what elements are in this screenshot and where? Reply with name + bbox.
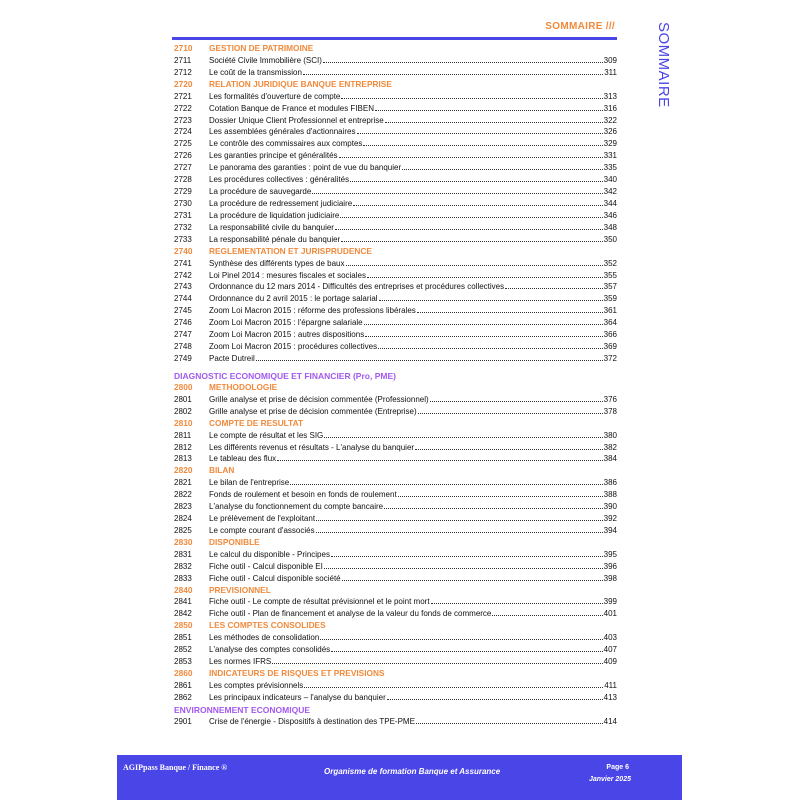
toc-leader-dots [387,699,603,700]
toc-title: Zoom Loi Macron 2015 : réforme des professions libérales [209,306,416,316]
table-of-contents [174,43,617,728]
toc-title: Zoom Loi Macron 2015 : procédures collectives [209,342,378,352]
toc-number: 2813 [174,454,192,464]
toc-section-heading [174,382,617,394]
toc-page-number: 313 [603,91,617,101]
toc-leader-dots [431,603,603,604]
toc-title: Dossier Unique Client Professionnel et entreprise [209,115,384,125]
toc-entry [174,406,617,418]
toc-title: Le compte courant d'associés [209,525,315,535]
toc-number: 2824 [174,514,192,524]
toc-number: 2746 [174,318,192,328]
toc-leader-dots [415,449,603,450]
toc-number: 2860 [174,668,193,679]
toc-entry [174,115,617,127]
toc-title: Cotation Banque de France et modules FIBEN [209,103,374,113]
toc-entry [174,596,617,608]
toc-page-number: 372 [603,353,617,363]
toc-title: Le coût de la transmission [209,67,302,77]
toc-part-heading: ENVIRONNEMENT ECONOMIQUE [174,704,311,715]
toc-leader-dots [418,413,603,414]
toc-title: BILAN [209,465,235,476]
toc-number: 2840 [174,584,193,595]
toc-entry [174,608,617,620]
toc-title: COMPTE DE RESULTAT [209,417,304,428]
toc-leader-dots [353,205,602,206]
toc-entry [174,317,617,329]
toc-page-number: 411 [604,680,617,690]
toc-number: 2743 [174,282,192,292]
toc-leader-dots [384,508,603,509]
toc-number: 2861 [174,680,192,690]
toc-page-number: 388 [603,490,617,500]
toc-number: 2901 [174,716,192,726]
toc-page-number: 369 [603,342,617,352]
toc-number: 2744 [174,294,192,304]
toc-number: 2742 [174,270,192,280]
toc-leader-dots [341,98,602,99]
footer-organisation: Organisme de formation Banque et Assurance [324,767,501,776]
toc-number: 2720 [174,78,193,89]
toc-page-number: 395 [603,549,617,559]
toc-page-number: 399 [603,597,617,607]
toc-page-number: 382 [603,442,617,452]
toc-title: Grille analyse et prise de décision commentée (Entreprise) [209,406,417,416]
toc-title: Ordonnance du 12 mars 2014 - Difficultés des entreprises et procédures collectives [209,282,505,292]
toc-section-heading [174,43,617,55]
toc-entry [174,270,617,282]
toc-page-number: 331 [603,151,617,161]
toc-entry [174,55,617,67]
toc-number: 2711 [174,55,192,65]
toc-page-number: 394 [603,525,617,535]
toc-title: REGLEMENTATION ET JURISPRUDENCE [209,245,372,256]
page-header-title: SOMMAIRE /// [545,21,615,32]
toc-entry [174,341,617,353]
toc-title: Le tableau des flux [209,454,277,464]
toc-title: Les comptes prévisionnels [209,680,304,690]
toc-number: 2812 [174,442,192,452]
toc-title: Fiche outil - Le compte de résultat prévisionnel et le point mort [209,597,430,607]
toc-number: 2741 [174,258,192,268]
toc-leader-dots [375,110,603,111]
toc-title: Crise de l'énergie - Dispositifs à destination des TPE-PME [209,716,415,726]
footer-brand: AGIPpass Banque / Finance ® [123,763,228,772]
toc-title: Le panorama des garanties : point de vue du banquier [209,163,402,173]
toc-number: 2740 [174,245,193,256]
toc-page-number: 380 [603,430,617,440]
toc-leader-dots [331,556,603,557]
toc-entry [174,477,617,489]
toc-title: Zoom Loi Macron 2015 : l'épargne salariale [209,318,363,328]
toc-number: 2810 [174,417,193,428]
toc-leader-dots [316,520,603,521]
toc-leader-dots [492,615,602,616]
toc-page-number: 311 [604,67,617,77]
toc-page-number: 346 [603,210,617,220]
toc-page-number: 355 [603,270,617,280]
toc-leader-dots [339,157,603,158]
toc-number: 2823 [174,502,192,512]
toc-page-number: 401 [603,609,617,619]
toc-page-number: 329 [603,139,617,149]
toc-entry [174,573,617,585]
toc-title: RELATION JURIDIQUE BANQUE ENTREPRISE [209,78,392,89]
toc-number: 2851 [174,633,192,643]
toc-title: Fiche outil - Calcul disponible société [209,573,341,583]
toc-page-number: 413 [603,692,617,702]
toc-title: Fiche outil - Plan de financement et analyse de la valeur du fonds de commerce [209,609,492,619]
toc-leader-dots [320,639,602,640]
toc-section-heading [174,585,617,597]
toc-leader-dots [357,133,603,134]
toc-title: La procédure de redressement judiciaire [209,198,353,208]
toc-entry [174,103,617,115]
toc-number: 2852 [174,645,192,655]
toc-title: Grille analyse et prise de décision commentée (Professionnel) [209,394,429,404]
toc-leader-dots [324,437,602,438]
toc-number: 2731 [174,210,192,220]
toc-title: Le calcul du disponible - Principes [209,549,330,559]
toc-number: 2727 [174,163,192,173]
toc-title: L'analyse des comptes consolidés [209,645,331,655]
toc-page-number: 359 [603,294,617,304]
toc-title: Synthèse des différents types de baux [209,258,345,268]
toc-page-number: 390 [603,502,617,512]
toc-number: 2749 [174,353,192,363]
toc-page-number: 344 [603,198,617,208]
toc-page-number: 364 [603,318,617,328]
toc-number: 2800 [174,381,193,392]
toc-number: 2725 [174,139,192,149]
toc-title: Pacte Dutreil [209,353,255,363]
toc-leader-dots [290,484,602,485]
toc-title: Ordonnance du 2 avril 2015 : le portage salarial [209,294,378,304]
toc-entry [174,126,617,138]
toc-number: 2721 [174,91,192,101]
toc-page-number: 361 [603,306,617,316]
toc-part-heading: DIAGNOSTIC ECONOMIQUE ET FINANCIER (Pro, PME) [174,370,396,381]
toc-title: Zoom Loi Macron 2015 : autres dispositions [209,330,365,340]
page-footer [117,755,682,800]
toc-number: 2748 [174,342,192,352]
toc-entry [174,91,617,103]
toc-section-heading [174,465,617,477]
toc-entry [174,222,617,234]
toc-page-number: 316 [603,103,617,113]
toc-number: 2802 [174,406,192,416]
toc-number: 2832 [174,561,192,571]
toc-entry [174,138,617,150]
toc-leader-dots [367,277,603,278]
toc-title: Le contrôle des commissaires aux comptes [209,139,363,149]
toc-page-number: 357 [603,282,617,292]
toc-page-number: 386 [603,478,617,488]
toc-title: GESTION DE PATRIMOINE [209,43,314,53]
side-tab-label: SOMMAIRE [655,22,672,108]
toc-leader-dots [304,687,603,688]
toc-entry [174,150,617,162]
toc-number: 2820 [174,465,193,476]
toc-entry [174,501,617,513]
toc-entry [174,525,617,537]
toc-entry [174,281,617,293]
toc-title: Les méthodes de consolidation [209,633,320,643]
toc-title: Le bilan de l'entreprise [209,478,290,488]
toc-page-number: 403 [603,633,617,643]
toc-leader-dots [505,288,603,289]
toc-entry [174,198,617,210]
toc-number: 2728 [174,175,192,185]
toc-leader-dots [340,217,602,218]
toc-entry [174,680,617,692]
toc-title: Les procédures collectives : généralités [209,175,350,185]
toc-number: 2821 [174,478,192,488]
toc-page-number: 326 [603,127,617,137]
toc-entry [174,258,617,270]
toc-number: 2747 [174,330,192,340]
toc-title: Les garanties principe et généralités [209,151,338,161]
toc-entry [174,305,617,317]
toc-leader-dots [324,568,603,569]
toc-leader-dots [303,74,603,75]
toc-leader-dots [316,532,603,533]
toc-entry [174,174,617,186]
toc-section-heading [174,246,617,258]
toc-title: INDICATEURS DE RISQUES ET PREVISIONS [209,668,385,679]
toc-number: 2730 [174,198,192,208]
toc-page-number: 342 [603,187,617,197]
toc-entry [174,234,617,246]
toc-title: Les principaux indicateurs – l'analyse du banquier [209,692,386,702]
toc-number: 2712 [174,67,192,77]
toc-leader-dots [385,122,603,123]
toc-number: 2831 [174,549,192,559]
toc-entry [174,394,617,406]
toc-section-heading [174,79,617,91]
toc-leader-dots [416,723,603,724]
toc-title: La responsabilité pénale du banquier [209,234,341,244]
toc-leader-dots [256,360,603,361]
toc-leader-dots [363,145,602,146]
toc-entry [174,561,617,573]
toc-number: 2853 [174,657,192,667]
toc-leader-dots [378,348,603,349]
toc-leader-dots [341,241,602,242]
toc-page-number: 378 [603,406,617,416]
toc-page-number: 335 [603,163,617,173]
toc-title: Loi Pinel 2014 : mesures fiscales et sociales [209,270,366,280]
toc-page-number: 366 [603,330,617,340]
footer-date: Janvier 2025 [588,776,631,783]
toc-page-number: 322 [603,115,617,125]
toc-title: L'analyse du fonctionnement du compte bancaire [209,502,384,512]
toc-leader-dots [417,312,603,313]
toc-number: 2862 [174,692,192,702]
toc-page-number: 396 [603,561,617,571]
toc-leader-dots [364,324,603,325]
toc-number: 2825 [174,525,192,535]
toc-page-number: 352 [603,258,617,268]
toc-number: 2850 [174,620,193,631]
toc-entry [174,656,617,668]
toc-page-number: 398 [603,573,617,583]
toc-leader-dots [323,62,603,63]
toc-entry [174,549,617,561]
toc-title: Le prélèvement de l'exploitant [209,514,316,524]
toc-section-heading [174,668,617,680]
toc-entry [174,293,617,305]
toc-page-number: 384 [603,454,617,464]
toc-page-number: 348 [603,222,617,232]
toc-title: METHODOLOGIE [209,381,278,392]
toc-entry [174,442,617,454]
toc-title: La procédure de sauvegarde [209,187,312,197]
toc-title: Le compte de résultat et les SIG [209,430,324,440]
toc-title: LES COMPTES CONSOLIDES [209,620,326,631]
toc-number: 2842 [174,609,192,619]
toc-number: 2841 [174,597,192,607]
toc-leader-dots [398,496,603,497]
toc-entry [174,644,617,656]
toc-page-number: 392 [603,514,617,524]
toc-page-number: 340 [603,175,617,185]
toc-number: 2729 [174,187,192,197]
toc-entry [174,513,617,525]
toc-section-heading [174,620,617,632]
toc-number: 2830 [174,536,193,547]
toc-entry [174,186,617,198]
toc-entry [174,632,617,644]
toc-leader-dots [272,663,602,664]
toc-entry [174,67,617,79]
toc-entry [174,489,617,501]
toc-page-number: 376 [603,394,617,404]
toc-number: 2710 [174,43,193,53]
toc-title: PREVISIONNEL [209,584,271,595]
toc-page-number: 309 [603,55,617,65]
toc-leader-dots [346,265,603,266]
toc-number: 2726 [174,151,192,161]
toc-title: Les assemblées générales d'actionnaires [209,127,356,137]
toc-entry [174,353,617,365]
toc-leader-dots [312,193,602,194]
toc-leader-dots [379,300,603,301]
toc-entry [174,329,617,341]
toc-leader-dots [365,336,602,337]
toc-entry [174,453,617,465]
toc-number: 2732 [174,222,192,232]
toc-title: Les formalités d'ouverture de compte [209,91,341,101]
toc-leader-dots [430,401,603,402]
toc-page-number: 409 [603,657,617,667]
footer-page-number: Page 6 [606,764,629,771]
toc-entry [174,692,617,704]
toc-number: 2822 [174,490,192,500]
toc-page-number: 350 [603,234,617,244]
toc-title: DISPONIBLE [209,536,260,547]
toc-number: 2745 [174,306,192,316]
toc-leader-dots [335,229,603,230]
toc-title: Société Civile Immobilière (SCI) [209,55,322,65]
toc-number: 2833 [174,573,192,583]
toc-page-number: 407 [603,645,617,655]
toc-entry [174,716,617,728]
toc-leader-dots [402,169,603,170]
toc-title: Les normes IFRS [209,657,272,667]
toc-entry [174,162,617,174]
toc-entry [174,210,617,222]
toc-title: La procédure de liquidation judiciaire [209,210,340,220]
side-tab [652,22,672,106]
toc-number: 2811 [174,430,192,440]
toc-title: Fiche outil - Calcul disponible EI [209,561,323,571]
toc-title: Les différents revenus et résultats - L'analyse du banquier [209,442,415,452]
toc-number: 2723 [174,115,192,125]
toc-leader-dots [342,580,603,581]
toc-title: La responsabilité civile du banquier [209,222,334,232]
toc-section-heading [174,418,617,430]
toc-entry [174,430,617,442]
toc-title: Fonds de roulement et besoin en fonds de roulement [209,490,397,500]
header-rule [172,37,617,40]
toc-number: 2801 [174,394,192,404]
toc-page-number: 414 [603,716,617,726]
toc-number: 2724 [174,127,192,137]
toc-number: 2722 [174,103,192,113]
toc-section-heading [174,537,617,549]
toc-leader-dots [277,460,602,461]
toc-number: 2733 [174,234,192,244]
toc-leader-dots [331,651,602,652]
toc-leader-dots [350,181,603,182]
